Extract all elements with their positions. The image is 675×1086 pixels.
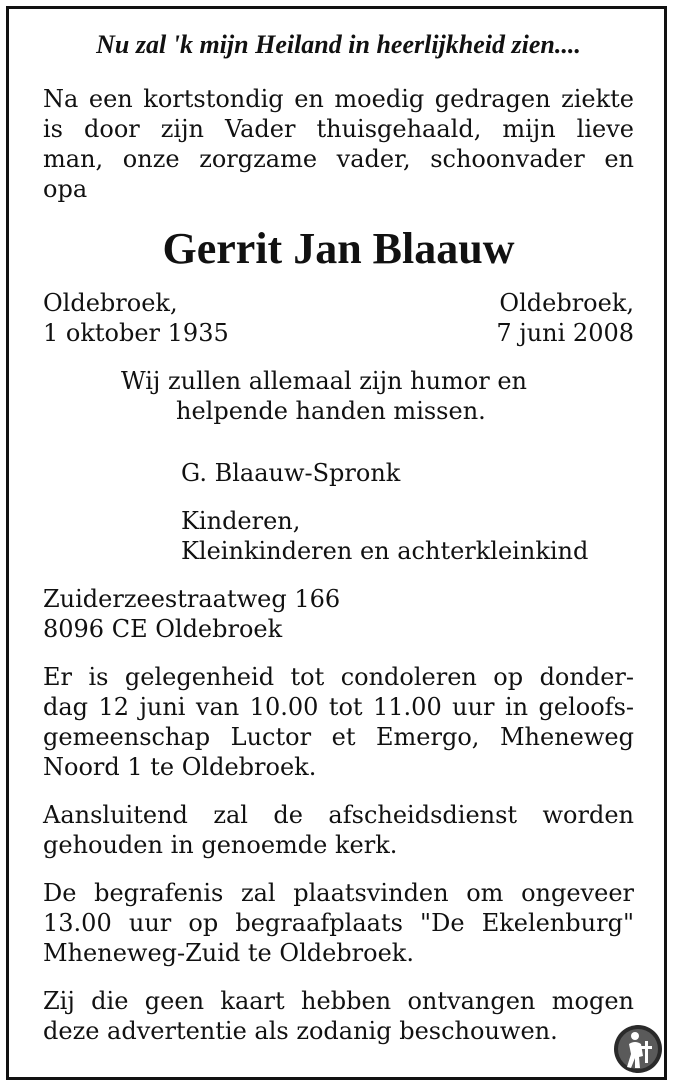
service-line: gehouden in genoemde kerk. bbox=[43, 831, 398, 859]
death-date: 7 juni 2008 bbox=[496, 319, 634, 347]
funeral-line: De begrafenis zal plaatsvinden om ongeveer bbox=[43, 879, 634, 907]
funeral-paragraph bbox=[43, 878, 634, 968]
family-signature bbox=[181, 506, 631, 566]
tribute-line: helpende handen missen. bbox=[176, 397, 486, 425]
address-city: 8096 CE Oldebroek bbox=[43, 615, 283, 643]
condolence-paragraph bbox=[43, 662, 634, 782]
figure-with-cross-icon bbox=[613, 1024, 663, 1074]
funeral-line: 13.00 uur op begraafplaats "De Ekelenburg" bbox=[43, 909, 634, 937]
intro-line: Na een kortstondig en moedig gedragen ziekte bbox=[43, 85, 634, 113]
address bbox=[43, 584, 634, 644]
dates-row bbox=[43, 318, 634, 348]
tribute-line: Wij zullen allemaal zijn humor en bbox=[121, 367, 528, 395]
intro-line: opa bbox=[43, 175, 88, 203]
intro-line: man, onze zorgzame vader, schoonvader en bbox=[43, 145, 634, 173]
condolence-line: Er is gelegenheid tot condoleren op donder- bbox=[43, 663, 634, 691]
death-place: Oldebroek, bbox=[499, 289, 634, 317]
family-line: Kleinkinderen en achterkleinkind bbox=[181, 537, 589, 565]
closing-line: Zij die geen kaart hebben ontvangen mogen bbox=[43, 987, 634, 1015]
address-street: Zuiderzeestraatweg 166 bbox=[43, 585, 341, 613]
service-line: Aansluitend zal de afscheidsdienst worden bbox=[43, 801, 634, 829]
service-paragraph bbox=[43, 800, 634, 860]
tribute bbox=[121, 366, 581, 426]
intro-paragraph bbox=[43, 84, 634, 204]
closing-paragraph bbox=[43, 986, 634, 1046]
birth-date: 1 oktober 1935 bbox=[43, 319, 229, 347]
condolence-line: gemeenschap Luctor et Emergo, Mheneweg bbox=[43, 723, 634, 751]
funeral-line: Mheneweg-Zuid te Oldebroek. bbox=[43, 939, 414, 967]
deceased-name: Gerrit Jan Blaauw bbox=[162, 224, 515, 273]
motto: Nu zal 'k mijn Heiland in heerlijkheid zien.... bbox=[96, 30, 581, 59]
intro-line: is door zijn Vader thuisgehaald, mijn lieve bbox=[43, 115, 634, 143]
dates-block bbox=[43, 288, 634, 348]
condolence-line: dag 12 juni van 10.00 tot 11.00 uur in geloofs- bbox=[43, 693, 634, 721]
family-line: Kinderen, bbox=[181, 507, 301, 535]
spouse-name: G. Blaauw-Spronk bbox=[181, 459, 401, 487]
places-row bbox=[43, 288, 634, 318]
spouse-signature bbox=[181, 458, 631, 488]
birth-place: Oldebroek, bbox=[43, 289, 178, 317]
closing-line: deze advertentie als zodanig beschouwen. bbox=[43, 1017, 558, 1045]
condolence-line: Noord 1 te Oldebroek. bbox=[43, 753, 317, 781]
